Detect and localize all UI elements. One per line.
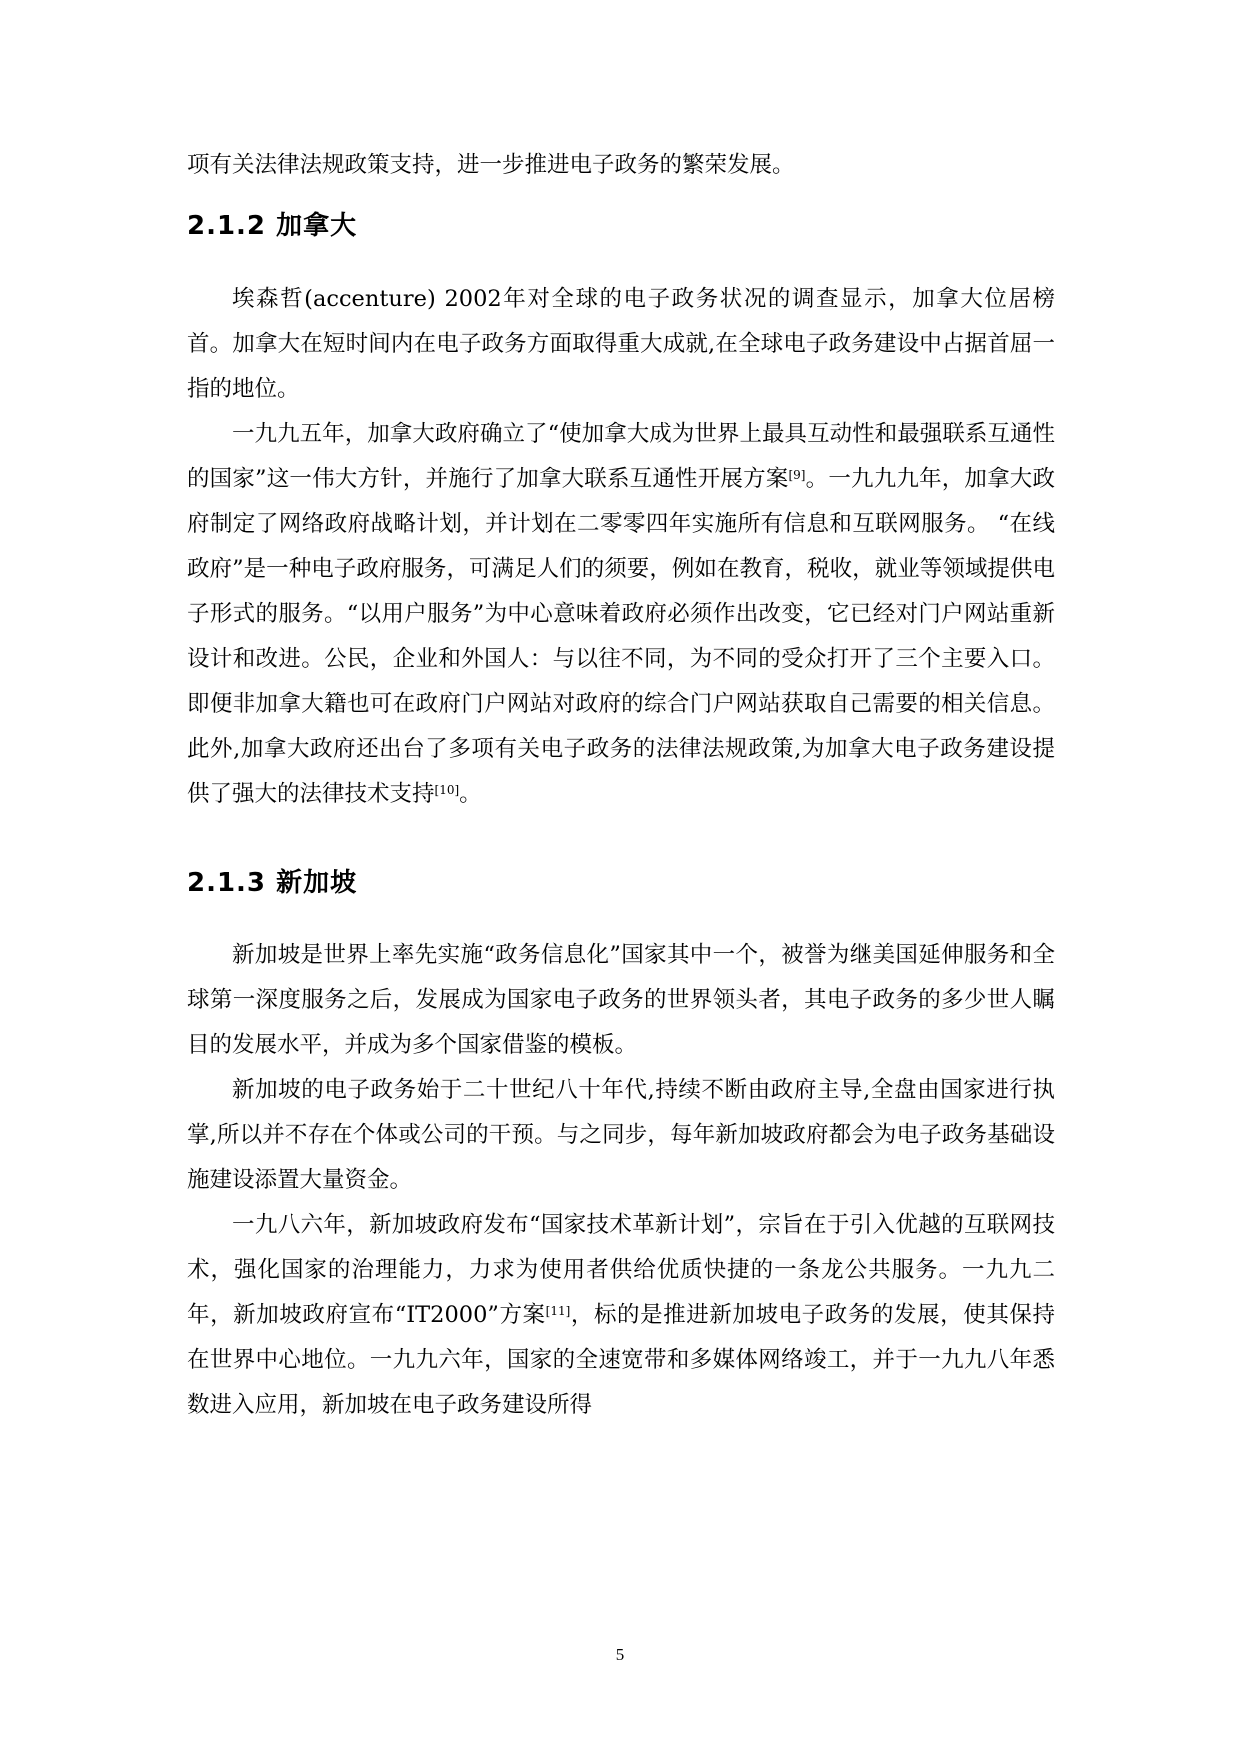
citation-9[interactable]: [9] [788, 468, 806, 482]
continuation-paragraph: 项有关法律法规政策支持，进一步推进电子政务的繁荣发展。 [187, 152, 795, 178]
citation-11[interactable]: [11] [545, 1304, 571, 1318]
paragraph-singapore-plans [187, 1203, 1055, 1428]
paragraph-text: 。 [459, 781, 482, 807]
section-2-1-2-body [187, 277, 1055, 817]
paragraph-singapore-leader: 新加坡是世界上率先实施“政务信息化”国家其中一个，被誉为继美国延伸服务和全球第一深度服务之后，发展成为国家电子政务的世界领头者，其电子政务的多少世人瞩目的发展水平，并成为多个国家借鉴的模板。 [187, 942, 1055, 1058]
paragraph-canada-ranking: 埃森哲(accenture) 2002年对全球的电子政务状况的调查显示，加拿大位居榜首。加拿大在短时间内在电子政务方面取得重大成就,在全球电子政务建设中占据首屈一指的地位。 [187, 286, 1055, 402]
section-2-1-3 [187, 863, 1055, 903]
paragraph-text: 一九九五年，加拿大政府确立了“使加拿大成为世界上最具互动性和最强联系互通性的国家”这一伟大方针，并施行了加拿大联系互通性开展方案 [187, 421, 1055, 492]
paragraph-singapore-history: 新加坡的电子政务始于二十世纪八十年代,持续不断由政府主导,全盘由国家进行执掌,所以并不存在个体或公司的干预。与之同步，每年新加坡政府都会为电子政务基础设施建设添置大量资金。 [187, 1077, 1055, 1193]
continuation-block [187, 143, 1055, 188]
section-2-1-2 [187, 206, 1055, 246]
paragraph-canada-strategy [187, 412, 1055, 817]
citation-10[interactable]: [10] [434, 783, 460, 797]
paragraph-text: 。一九九九年，加拿大政府制定了网络政府战略计划，并计划在二零零四年实施所有信息和互联网服务。 “在线政府”是一种电子政府服务，可满足人们的须要，例如在教育，税收，就业等领域提供电子形式的服务。“以用户服务”为中心意味着政府必须作出改变，它已经对门户网站重新设计和改进。公民，企业和外国人：与以往不同，为不同的受众打开了三个主要入口。即便非加拿大籍也可在政府门户网站对政府的综合门户网站获取自己需要的相关信息。此外,加拿大政府还出台了多项有关电子政务的法律法规政策,为加拿大电子政务建设提供了强大的法律技术支持 [187, 466, 1055, 807]
paragraph-text: ，标的是推进新加坡电子政务的发展，使其保持在世界中心地位。一九九六年，国家的全速宽带和多媒体网络竣工，并于一九九八年悉数进入应用，新加坡在电子政务建设所得 [187, 1302, 1055, 1418]
section-heading-canada: 2.1.2 加拿大 [187, 211, 358, 241]
paragraph-text: 一九八六年，新加坡政府发布“国家技术革新计划”，宗旨在于引入优越的互联网技术，强化国家的治理能力，力求为使用者供给优质快捷的一条龙公共服务。一九九二年，新加坡政府宣布“IT2000”方案 [187, 1212, 1055, 1328]
section-2-1-3-body [187, 933, 1055, 1428]
section-heading-singapore: 2.1.3 新加坡 [187, 868, 358, 898]
page-number: 5 [615, 1645, 625, 1664]
